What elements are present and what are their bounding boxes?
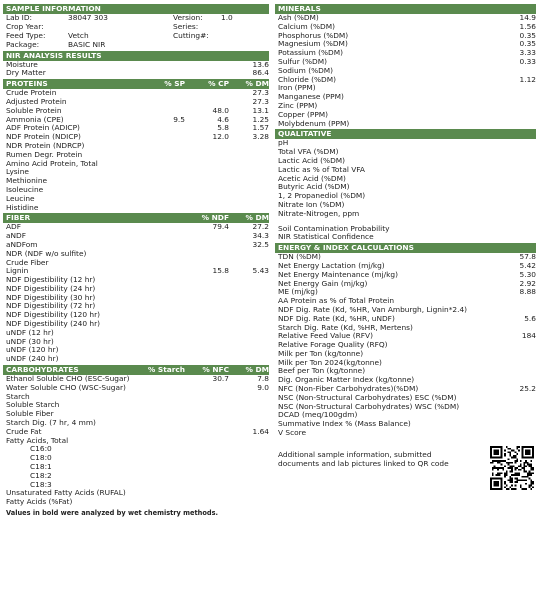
row-label: Sulfur (%DM) (278, 56, 327, 66)
value-col2: 5.8 (217, 123, 229, 133)
row-label: Butyric Acid (%DM) (278, 182, 350, 192)
value-col2: 12.0 (212, 132, 229, 142)
row-label: aNDF (6, 231, 26, 241)
row-label: V Score (278, 428, 307, 438)
value-col2: 48.0 (212, 105, 229, 115)
row-label: NDF Digestibility (12 hr) (6, 275, 96, 285)
energy-row (275, 429, 536, 438)
row-label: NDF Digestibility (120 hr) (6, 310, 101, 320)
row-value: 57.8 (519, 252, 536, 262)
row-label: Zinc (PPM) (278, 100, 318, 110)
minerals-rows (275, 14, 536, 128)
row-label: C18:2 (30, 470, 52, 480)
sample-field-label: Cutting#: (173, 30, 209, 40)
wet-chemistry-footnote: Values in bold were analyzed by wet chemistry methods. (6, 509, 218, 518)
contamination-rows (275, 225, 536, 243)
row-value: 25.2 (519, 384, 536, 394)
row-label: Lignin (6, 266, 29, 276)
value-dm: 34.3 (252, 231, 269, 241)
row-label: aNDFom (6, 239, 38, 249)
proteins-row (3, 204, 269, 213)
row-label: uNDF (120 hr) (6, 345, 59, 355)
row-label: Net Energy Lactation (mj/kg) (278, 260, 385, 270)
minerals-row (275, 120, 536, 129)
row-label: Amino Acid Protein, Total (6, 158, 98, 168)
energy-rows (275, 253, 536, 438)
row-label: Phosphorus (%DM) (278, 30, 349, 40)
row-label: Manganese (PPM) (278, 92, 344, 102)
proteins-rows (3, 89, 269, 212)
row-label: NDF Digestibility (240 hr) (6, 319, 101, 329)
row-value: 3.33 (519, 48, 536, 58)
sample-field-value: Vetch (68, 30, 89, 40)
row-label: Copper (PPM) (278, 109, 329, 119)
sample-field-label: Series: (173, 21, 199, 31)
row-value: 0.35 (519, 39, 536, 49)
row-label: Milk per Ton (kg/tonne) (278, 348, 364, 358)
row-label: Moisture (6, 59, 38, 69)
row-label: C18:1 (30, 462, 52, 472)
sample-field-label: Package: (6, 39, 40, 49)
col-header-dm: % DM (245, 365, 269, 375)
row-label: Net Energy Gain (mj/kg) (278, 278, 368, 288)
carbs-row (3, 419, 269, 428)
energy-header-text: ENERGY & INDEX CALCULATIONS (278, 243, 414, 253)
value-dm: 1.64 (252, 426, 269, 436)
sample-header-text: SAMPLE INFORMATION (6, 4, 101, 13)
row-label: Relative Feed Value (RFV) (278, 331, 373, 341)
row-label: ADF (6, 222, 21, 232)
fiber-header-text: FIBER (6, 213, 31, 223)
sample-info-row (3, 41, 269, 50)
value-dm: 27.2 (252, 222, 269, 232)
row-label: Potassium (%DM) (278, 48, 343, 58)
qr-description: Additional sample information, submitted documents and lab pictures linked to QR code (278, 449, 449, 468)
row-value: 8.88 (519, 287, 536, 297)
value-col2: 30.7 (212, 374, 229, 384)
row-label: Crude Protein (6, 88, 57, 98)
row-label: NFC (Non-Fiber Carbohydrates)(%DM) (278, 384, 419, 394)
row-label: Adjusted Protein (6, 96, 67, 106)
row-label: DCAD (meq/100gdm) (278, 410, 358, 420)
sample-field-value: 38047 303 (68, 13, 108, 22)
carbohydrates-rows (3, 375, 269, 507)
row-label: Soluble Starch (6, 400, 60, 410)
value-dm: 86.4 (252, 68, 269, 78)
row-label: Lactic as % of Total VFA (278, 164, 365, 174)
row-value: 1.12 (519, 74, 536, 84)
row-label: Ash (%DM) (278, 13, 319, 22)
col-header-dm: % DM (245, 213, 269, 223)
row-label: Molybdenum (PPM) (278, 118, 350, 128)
nir-results-header (3, 51, 269, 61)
carbs-row (3, 498, 269, 507)
row-label: uNDF (240 hr) (6, 354, 59, 364)
value-col3: 9.5 (173, 114, 185, 124)
value-col2: 4.6 (217, 114, 229, 124)
row-label: C18:3 (30, 479, 52, 489)
value-dm: 3.28 (252, 132, 269, 142)
qr-code-icon[interactable] (490, 446, 534, 490)
row-value: 14.9 (519, 13, 536, 22)
fiber-row (3, 355, 269, 364)
row-value: 184 (521, 331, 536, 341)
energy-row (275, 420, 536, 429)
row-label: Starch (6, 391, 30, 401)
qualitative-row (275, 210, 536, 219)
proteins-row (3, 195, 269, 204)
fiber-row (3, 223, 269, 232)
row-value: 5.30 (519, 269, 536, 279)
row-label: Lactic Acid (%DM) (278, 155, 346, 165)
row-label: NDF Dig. Rate (Kd, %HR, uNDF) (278, 313, 395, 323)
sample-field-label: Version: (173, 13, 203, 22)
qualitative-rows (275, 139, 536, 218)
col-header-cp: % CP (208, 79, 229, 89)
row-value: 2.92 (519, 278, 536, 288)
carbs-row (3, 384, 269, 393)
row-label: C18:0 (30, 453, 52, 463)
row-label: Histidine (6, 202, 39, 212)
row-label: Sodium (%DM) (278, 65, 334, 75)
row-label: Starch Dig. (7 hr, 4 mm) (6, 418, 96, 428)
left-column (3, 3, 269, 517)
row-label: NSC (Non-Structural Carbohydrates) ESC (%DM) (278, 392, 457, 402)
value-dm: 7.8 (257, 374, 269, 384)
col-header-dm: % DM (245, 79, 269, 89)
value-dm: 32.5 (252, 239, 269, 249)
proteins-row (3, 186, 269, 195)
row-label: Crude Fiber (6, 257, 49, 267)
row-label: TDN (%DM) (278, 252, 321, 262)
qualitative-header (275, 129, 536, 139)
row-label: Soluble Protein (6, 105, 62, 115)
fiber-rows (3, 223, 269, 364)
row-label: Magnesium (%DM) (278, 39, 348, 49)
row-label: Crude Fat (6, 426, 42, 436)
row-label: pH (278, 138, 289, 148)
row-label: Leucine (6, 193, 35, 203)
row-label: Iron (PPM) (278, 83, 316, 93)
value-dm: 9.0 (257, 382, 269, 392)
row-label: NDR Protein (NDRCP) (6, 140, 85, 150)
row-label: Chloride (%DM) (278, 74, 336, 84)
col-header-sp: % SP (164, 79, 185, 89)
row-label: Calcium (%DM) (278, 21, 335, 31)
row-label: Dry Matter (6, 68, 46, 78)
row-label: uNDF (30 hr) (6, 336, 54, 346)
col-header-nfc: % NFC (202, 365, 229, 375)
qualitative-header-text: QUALITATIVE (278, 129, 332, 139)
row-value: 5.6 (524, 313, 536, 323)
value-col2: 15.8 (212, 266, 229, 276)
row-label: Nitrate Ion (%DM) (278, 199, 345, 209)
row-label: NDF Digestibility (72 hr) (6, 301, 96, 311)
row-label: Total VFA (%DM) (278, 147, 339, 157)
sample-field-label: Crop Year: (6, 21, 44, 31)
value-col2: 79.4 (212, 222, 229, 232)
row-label: Summative Index % (Mass Balance) (278, 419, 411, 429)
row-label: NDF Dig. Rate (Kd, %HR, Van Amburgh, Lignin*2.4) (278, 304, 468, 314)
row-label: Water Soluble CHO (WSC-Sugar) (6, 382, 126, 392)
row-label: Soil Contamination Probability (278, 223, 390, 233)
row-label: C16:0 (30, 444, 52, 454)
row-label: ME (mj/kg) (278, 287, 318, 297)
row-label: Milk per Ton 2024(kg/tonne) (278, 357, 382, 367)
nir-header-text: NIR ANALYSIS RESULTS (6, 50, 102, 60)
value-dm: 27.3 (252, 88, 269, 98)
row-label: Soluble Fiber (6, 409, 54, 419)
row-value: 0.33 (519, 56, 536, 66)
row-label: NDR (NDF w/o sulfite) (6, 248, 87, 258)
col-header-ndf: % NDF (201, 213, 229, 223)
row-label: Methionine (6, 176, 48, 186)
row-label: Nitrate-Nitrogen, ppm (278, 208, 360, 218)
row-label: Lysine (6, 167, 29, 177)
row-label: Relative Forage Quality (RFQ) (278, 340, 388, 350)
row-label: NSC (Non-Structural Carbohydrates) WSC (%DM) (278, 401, 460, 411)
row-label: NDF Digestibility (24 hr) (6, 283, 96, 293)
row-label: Net Energy Maintenance (mj/kg) (278, 269, 398, 279)
row-label: Isoleucine (6, 184, 44, 194)
value-dm: 1.25 (252, 114, 269, 124)
row-label: Ammonia (CPE) (6, 114, 64, 124)
row-label: ADF Protein (ADICP) (6, 123, 80, 133)
sample-information-rows (3, 14, 269, 50)
sample-info-row (3, 32, 269, 41)
minerals-header-text: MINERALS (278, 4, 321, 13)
nir-results-rows (3, 61, 269, 79)
row-label: Fatty Acids, Total (6, 435, 69, 445)
proteins-row (3, 160, 269, 169)
row-label: Starch Dig. Rate (Kd, %HR, Mertens) (278, 322, 413, 332)
row-value: 0.35 (519, 30, 536, 40)
value-dm: 27.3 (252, 96, 269, 106)
value-dm: 13.6 (252, 59, 269, 69)
row-label: NDF Protein (NDICP) (6, 132, 81, 142)
row-value: 1.56 (519, 21, 536, 31)
row-label: uNDF (12 hr) (6, 327, 54, 337)
row-label: NDF Digestibility (30 hr) (6, 292, 96, 302)
proteins-header-text: PROTEINS (6, 79, 48, 89)
row-label: Dig. Organic Matter Index (kg/tonne) (278, 375, 415, 385)
row-label: Acetic Acid (%DM) (278, 173, 346, 183)
col-header-starch: % Starch (147, 365, 185, 375)
sample-field-label: Feed Type: (6, 30, 46, 40)
sample-field-value: BASIC NIR (68, 39, 106, 49)
row-label: Rumen Degr. Protein (6, 149, 83, 159)
row-label: Ethanol Soluble CHO (ESC-Sugar) (6, 374, 130, 384)
row-label: AA Protein as % of Total Protein (278, 296, 395, 306)
right-column (275, 3, 536, 496)
value-dm: 13.1 (252, 105, 269, 115)
row-label: Beef per Ton (kg/tonne) (278, 366, 366, 376)
row-label: Unsaturated Fatty Acids (RUFAL) (6, 488, 126, 498)
row-label: 1, 2 Propanediol (%DM) (278, 191, 366, 201)
fiber-row (3, 232, 269, 241)
nir-row (3, 69, 269, 78)
contamination-row (275, 233, 536, 242)
sample-field-label: Lab ID: (6, 13, 33, 22)
value-dm: 1.57 (252, 123, 269, 133)
row-label: NIR Statistical Confidence (278, 232, 374, 242)
qr-section (275, 446, 536, 496)
row-label: Fatty Acids (%Fat) (6, 497, 73, 507)
fiber-header (3, 213, 269, 223)
sample-field-value: 1.0 (221, 13, 233, 22)
value-dm: 5.43 (252, 266, 269, 276)
carbs-header-text: CARBOHYDRATES (6, 365, 79, 375)
fiber-row (3, 259, 269, 268)
row-value: 5.42 (519, 260, 536, 270)
